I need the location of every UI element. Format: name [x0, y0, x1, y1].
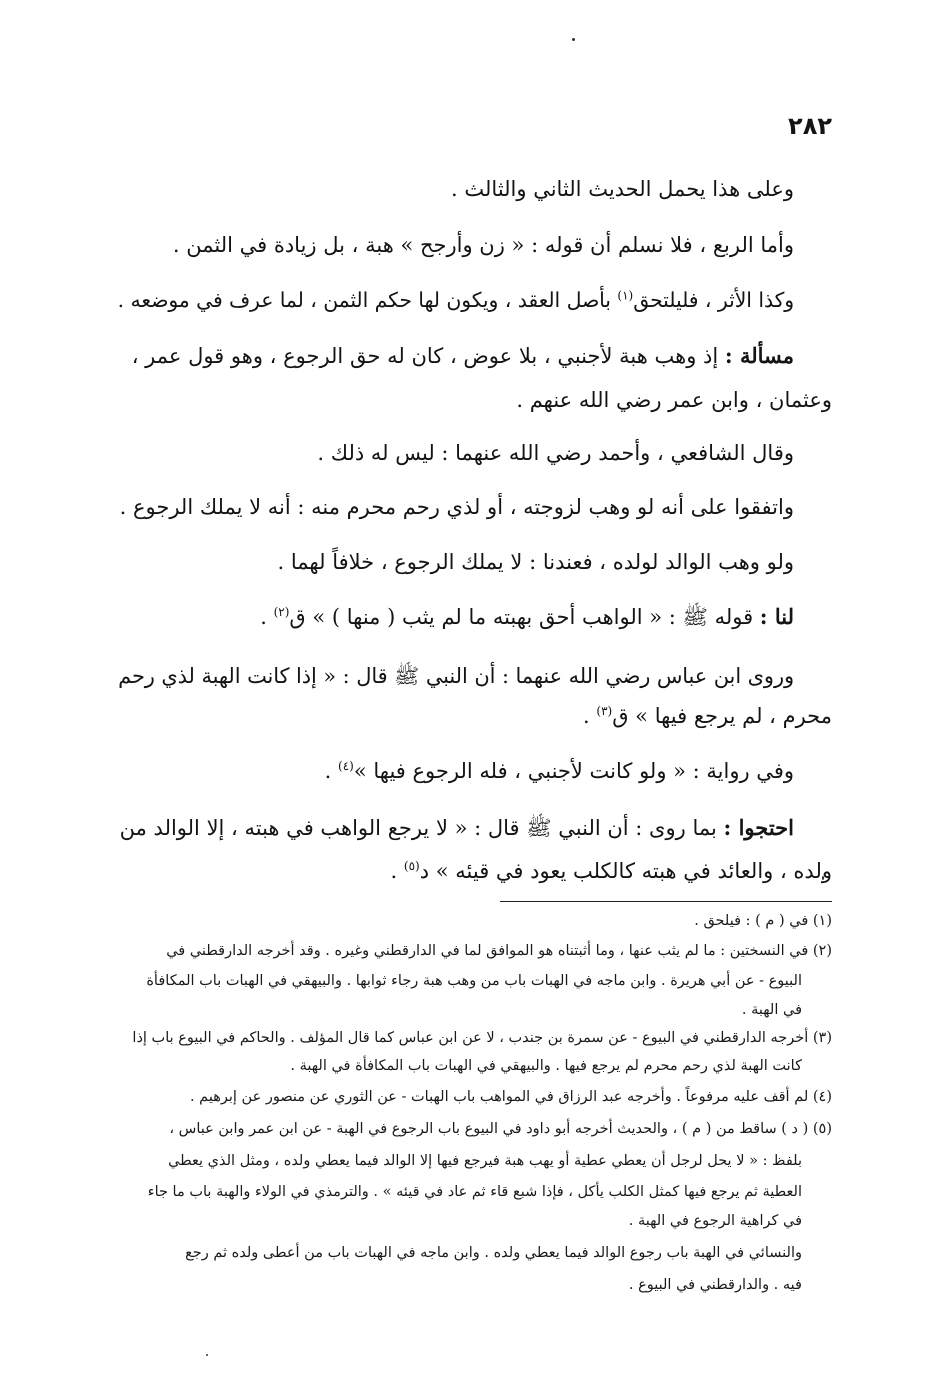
footnote-ref: (٢) [273, 605, 290, 619]
footnote-continuation: والنسائي في الهبة باب رجوع الوالد فيما يعطي ولده . وابن ماجه في الهبات باب من أعطى ولده ثم رجع [185, 1245, 802, 1261]
paragraph: احتجوا : بما روى : أن النبي ﷺ قال : « لا يرجع الواهب في هبته ، إلا الوالد من [119, 815, 794, 840]
footnote-continuation: البيوع - عن أبي هريرة . وابن ماجه في الهبات باب من وهب هبة رجاء ثوابها . والبيهقي في الهبات باب المكافأة [146, 973, 802, 989]
footnote-ref: (٣) [596, 704, 613, 718]
footnote: (٢) في النسختين : ما لم يثب عنها ، وما أثبتناه هو الموافق لما في الدارقطني وغيره . وقد أخرجه الدارقطني في [166, 943, 832, 959]
paragraph: واتفقوا على أنه لو وهب لزوجته ، أو لذي رحم محرم منه : أنه لا يملك الرجوع . [119, 495, 794, 519]
section-heading: مسألة : [724, 343, 794, 368]
paragraph: ولو وهب الوالد لولده ، فعندنا : لا يملك الرجوع ، خلافاً لهما . [277, 550, 794, 574]
footnote-ref: (١) [617, 288, 634, 303]
scan-speck [572, 38, 575, 41]
paragraph: وأما الربع ، فلا نسلم أن قوله : « زن وأرجح » هبة ، بل زيادة في الثمن . [172, 233, 794, 257]
paragraph: وفي رواية : « ولو كانت لأجنبي ، فله الرجوع فيها »$^{(٤)}$ . [324, 759, 794, 783]
footnote: (٥) ( د ) ساقط من ( م ) ، والحديث أخرجه أبو داود في البيوع باب الرجوع في الهبة - عن ابن عمر وابن عباس ، [169, 1121, 832, 1137]
section-heading: احتجوا : [723, 815, 794, 840]
footnote-continuation: في كراهية الرجوع في الهبة . [628, 1213, 802, 1229]
paragraph: وكذا الأثر ، فليلتحق$^{(١)}$ بأصل العقد ، ويكون لها حكم الثمن ، لما عرف في موضعه . [117, 288, 794, 312]
paragraph-continuation: وعثمان ، وابن عمر رضي الله عنهم . [516, 388, 832, 412]
footnote-continuation: في الهبة . [741, 1002, 802, 1018]
paragraph: لنا : قوله ﷺ : « الواهب أحق بهبته ما لم يثب ( منها ) » ق$^{(٢)}$ . [260, 604, 794, 629]
footnote-ref: (٥) [403, 859, 420, 873]
paragraph: مسألة : إذ وهب هبة لأجنبي ، بلا عوض ، كان له حق الرجوع ، وهو قول عمر ، [131, 343, 794, 368]
paragraph: وعلى هذا يحمل الحديث الثاني والثالث . [451, 177, 794, 201]
footnote: (١) في ( م ) : فيلحق . [694, 913, 832, 929]
footnote-continuation: بلفظ : « لا يحل لرجل أن يعطي عطية أو يهب هبة فيرجع فيها إلا الوالد فيما يعطي ولده ، ومثل الذي يعطي [168, 1153, 802, 1169]
page-number: ٢٨٢ [788, 112, 832, 140]
footnote: (٤) لم أقف عليه مرفوعاً . وأخرجه عبد الرزاق في المواهب باب الهبات - عن الثوري عن منصور عن إبرهيم . [189, 1089, 832, 1105]
scan-speck [206, 1354, 208, 1356]
footnote-continuation: فيه . والدارقطني في البيوع . [628, 1277, 802, 1293]
footnote-separator [500, 901, 832, 902]
paragraph-continuation: ولده ، والعائد في هبته كالكلب يعود في قيئه » د$^{(٥)}$ . [390, 859, 832, 883]
paragraph: وقال الشافعي ، وأحمد رضي الله عنهما : ليس له ذلك . [317, 441, 794, 465]
footnote: (٣) أخرجه الدارقطني في البيوع - عن سمرة بن جندب ، لا عن ابن عباس كما قال المؤلف . والحاكم في البيوع باب إذا [132, 1030, 832, 1046]
section-heading: لنا : [759, 604, 794, 629]
paragraph: وروى ابن عباس رضي الله عنهما : أن النبي ﷺ قال : « إذا كانت الهبة لذي رحم [118, 664, 794, 688]
footnote-ref: (٤) [338, 759, 354, 773]
footnote-continuation: كانت الهبة لذي رحم محرم لم يرجع فيها . والبيهقي في الهبات باب المكافأة في الهبة . [290, 1058, 802, 1074]
footnote-continuation: العطية ثم يرجع فيها كمثل الكلب يأكل ، فإذا شبع قاء ثم عاد في قيئه » . والترمذي في الولاء والهبة باب ما جاء [147, 1184, 802, 1200]
paragraph-continuation: محرم ، لم يرجع فيها » ق$^{(٣)}$ . [583, 704, 832, 728]
